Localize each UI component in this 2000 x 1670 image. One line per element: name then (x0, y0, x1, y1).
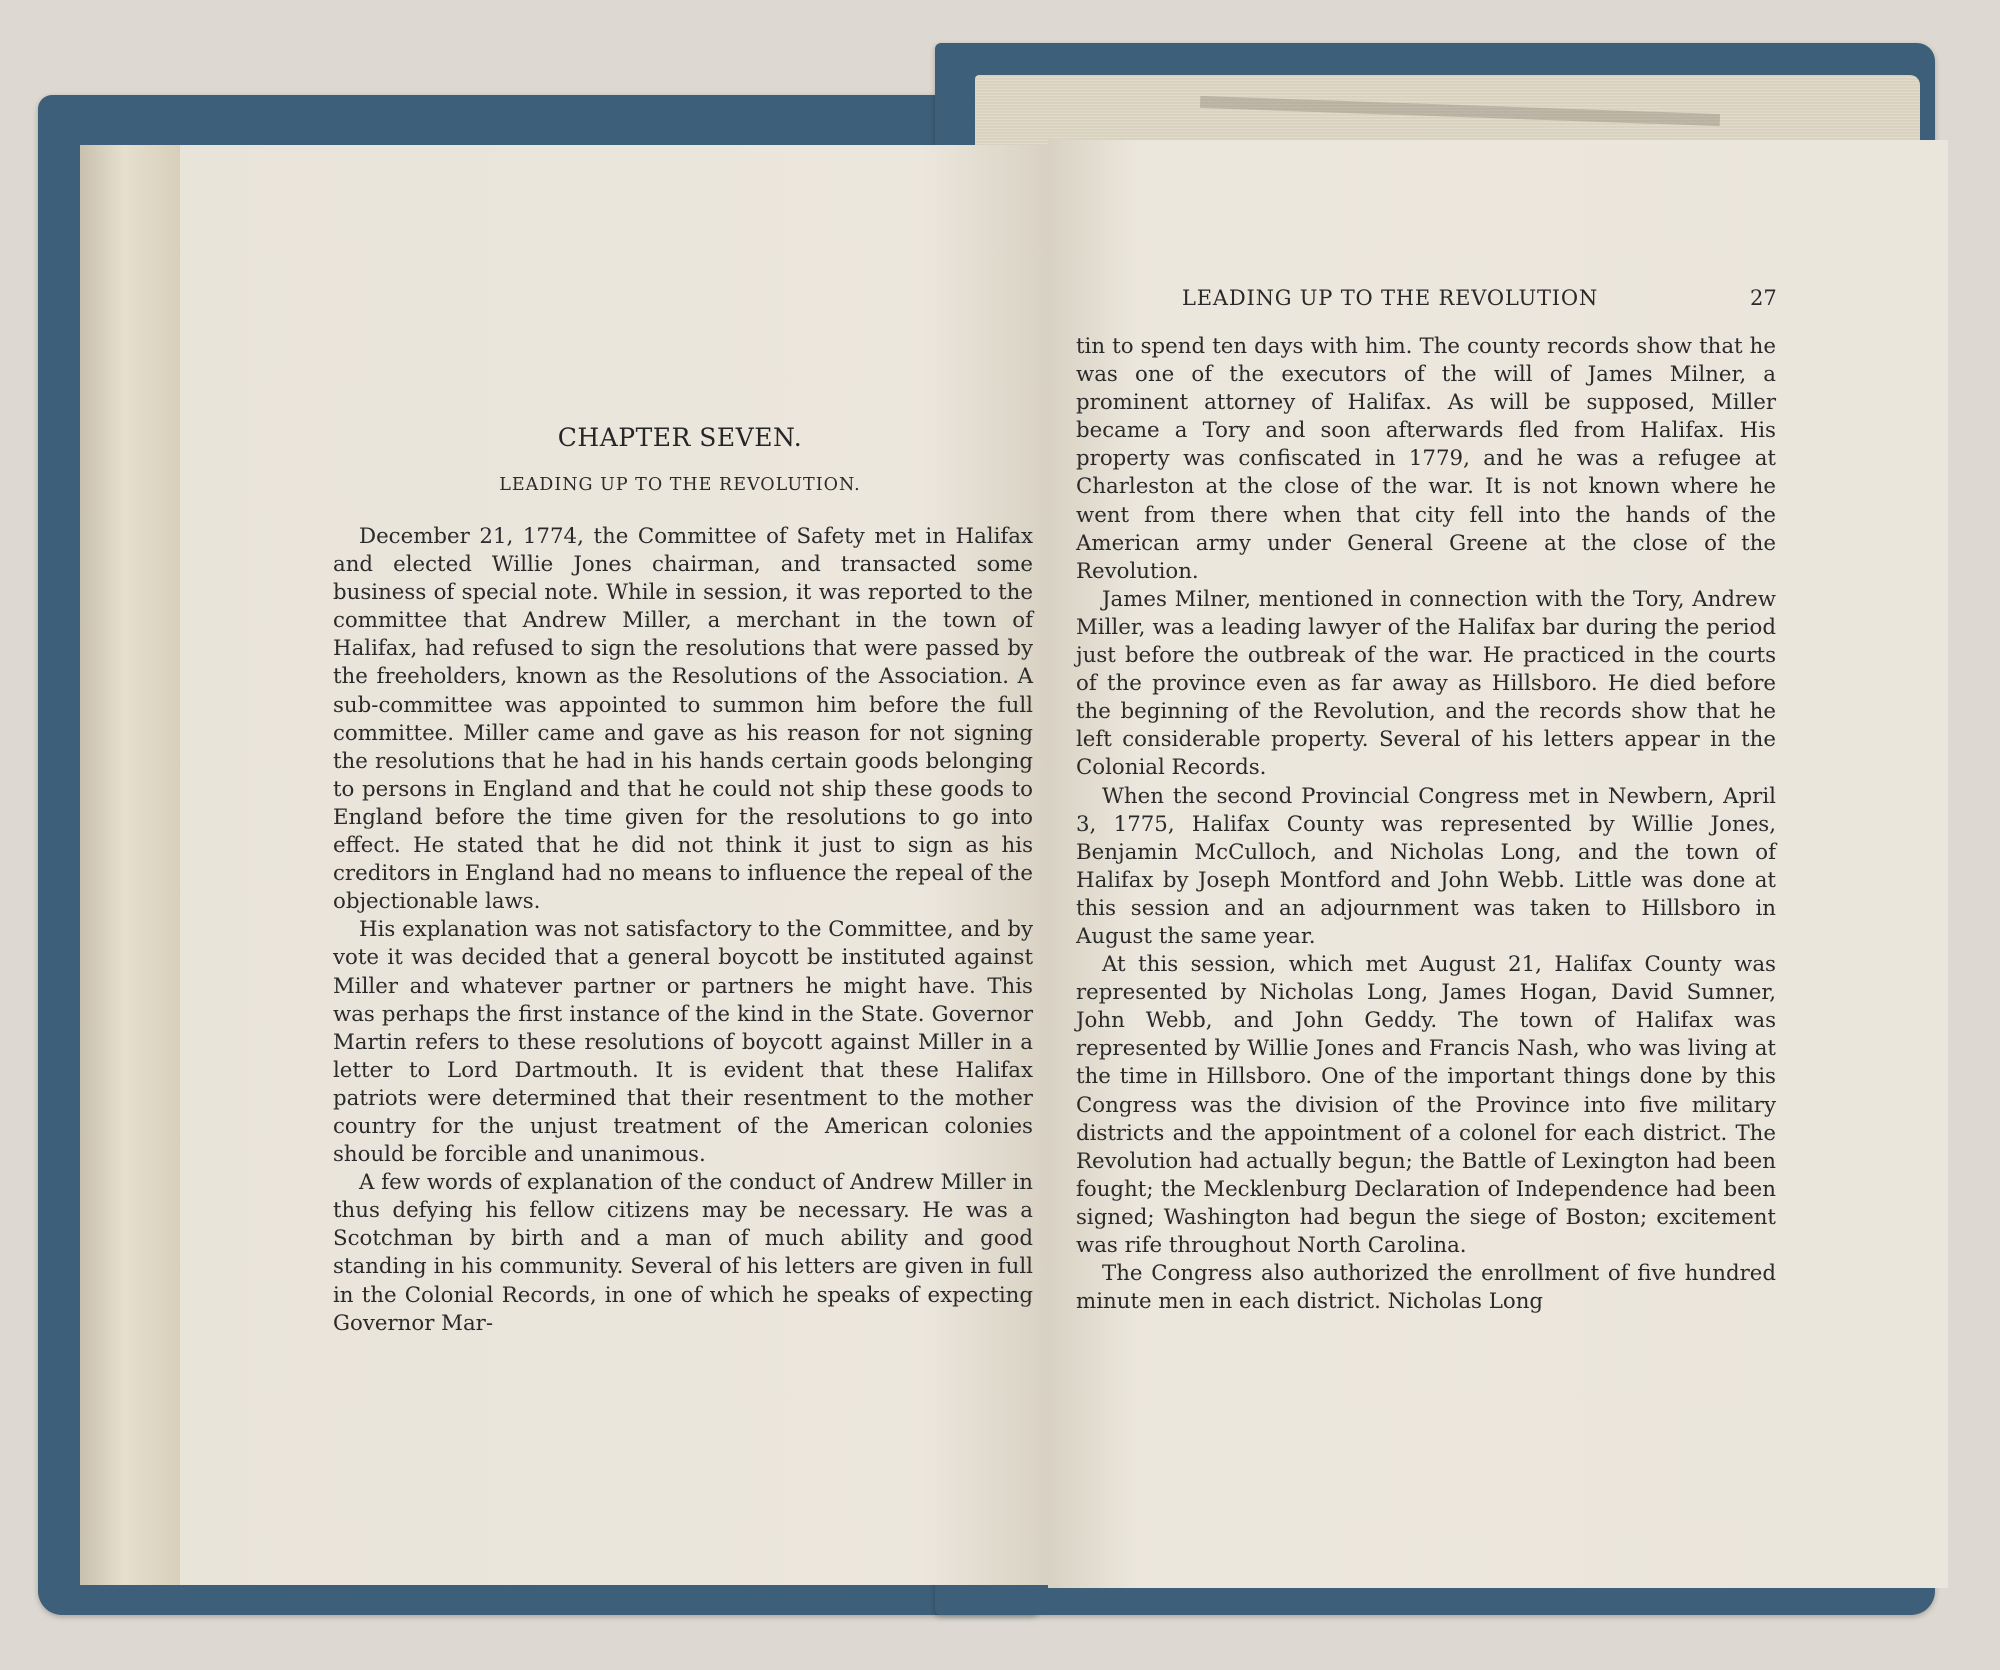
paragraph: A few words of explanation of the conduct of Andrew Miller in thus defying his fellow citizens may be necessary. He was a Scotchman by birth and a man of much ability and good standing in his community. Several of his letters are given in full in the Colonial Records, in one of which he speaks of expecting Governor Mar- (333, 1170, 1033, 1336)
chapter-title: CHAPTER SEVEN. (557, 423, 803, 452)
running-head: LEADING UP TO THE REVOLUTION (1182, 286, 1599, 310)
paragraph: tin to spend ten days with him. The county records show that he was one of the executors of the will of James Milner, a prominent attorney of Halifax. As will be supposed, Miller became a Tory and soon afterwards fled from Halifax. His property was confiscated in 1779, and he was a refugee at Charleston at the close of the war. It is not known where he went from there when that city fell into the hands of the American army under General Greene at the close of the Revolution. (1076, 334, 1776, 584)
paragraph: December 21, 1774, the Committee of Safety met in Halifax and elected Willie Jones chairman, and transacted some business of special note. While in session, it was reported to the committee that Andrew Miller, a merchant in the town of Halifax, had refused to sign the resolutions that were passed by the freeholders, known as the Resolutions of the Association. A sub-committee was appointed to summon him before the full committee. Miller came and gave as his reason for not signing the resolutions that he had in his hands certain goods belonging to persons in England and that he could not ship these goods to England before the time given for the resolutions to go into effect. He stated that he did not think it just to sign as his creditors in England had no means to influence the repeal of the objectionable laws. (333, 524, 1033, 915)
paragraph: The Congress also authorized the enrollment of five hundred minute men in each district. Nicholas Long (1076, 1261, 1776, 1315)
paragraph: At this session, which met August 21, Halifax County was represented by Nicholas Long, James Hogan, David Sumner, John Webb, and John Geddy. The town of Halifax was represented by Willie Jones and Francis Nash, who was living at the time in Hillsboro. One of the important things done by this Congress was the division of the Province into five military districts and the appointment of a colonel for each district. The Revolution had actually begun; the Battle of Lexington had been fought; the Mecklenburg Declaration of Independence had been signed; Washington had begun the siege of Boston; excitement was rife throughout North Carolina. (1076, 952, 1776, 1258)
left-page-text (333, 523, 1033, 1338)
page-block-left-edge (80, 145, 190, 1585)
chapter-subtitle: LEADING UP TO THE REVOLUTION. (499, 475, 861, 495)
paragraph: When the second Provincial Congress met in Newbern, April 3, 1775, Halifax County was represented by Willie Jones, Benjamin McCulloch, and Nicholas Long, and the town of Halifax by Joseph Montford and John Webb. Little was done at this session and an adjournment was taken to Hillsboro in August the same year. (1076, 783, 1776, 949)
page-number: 27 (1750, 286, 1777, 310)
right-page-text (1076, 333, 1776, 1316)
paragraph: His explanation was not satisfactory to the Committee, and by vote it was decided that a general boycott be instituted against Miller and whatever partner or partners he might have. This was perhaps the first instance of the kind in the State. Governor Martin refers to these resolutions of boycott against Miller in a letter to Lord Dartmouth. It is evident that these Halifax patriots were determined that their resentment to the mother country for the unjust treatment of the American colonies should be forcible and unanimous. (333, 917, 1033, 1168)
paragraph: James Milner, mentioned in connection with the Tory, Andrew Miller, was a leading lawyer of the Halifax bar during the period just before the outbreak of the war. He practiced in the courts of the province even as far away as Hillsboro. He died before the beginning of the Revolution, and the records show that he left considerable property. Several of his letters appear in the Colonial Records. (1076, 586, 1776, 781)
